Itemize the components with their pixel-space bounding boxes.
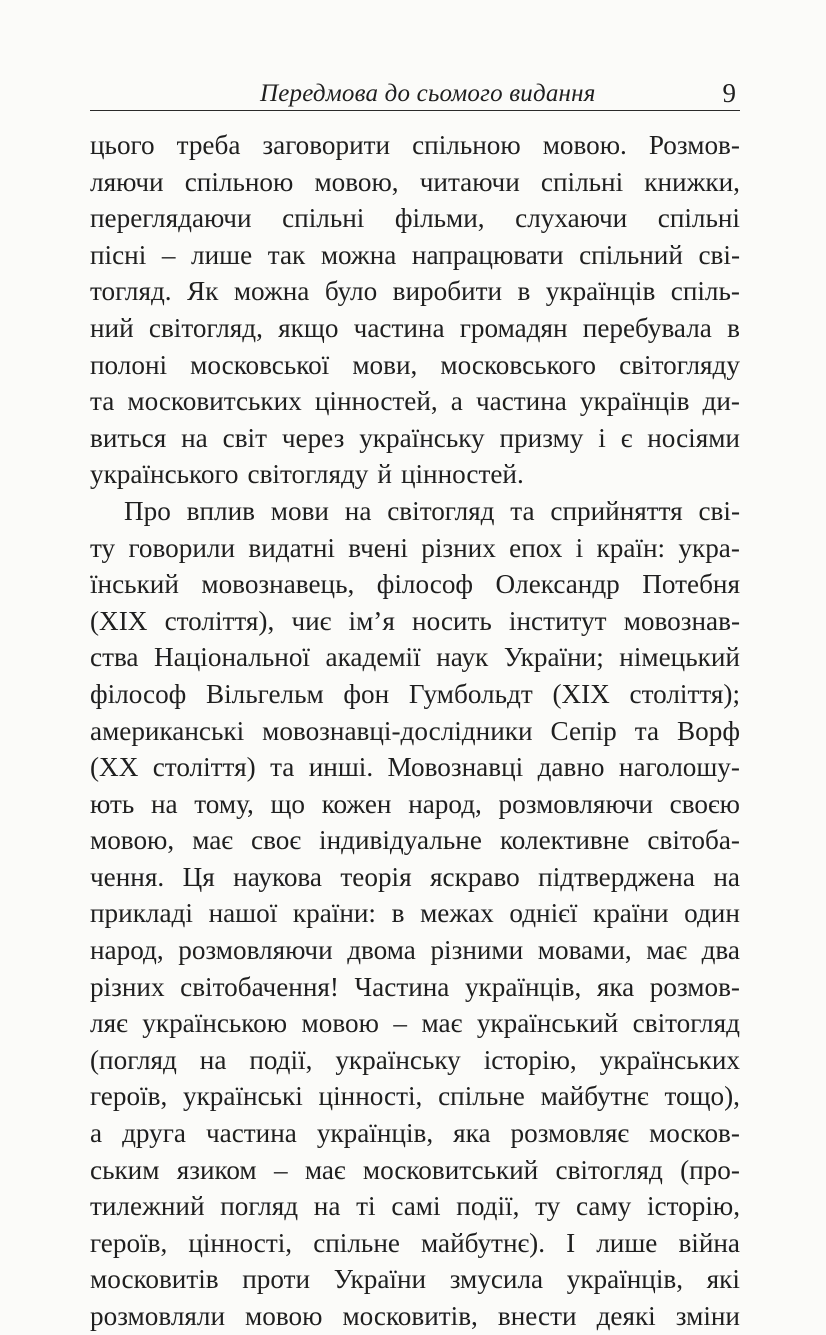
word: вчені bbox=[348, 532, 408, 563]
word: спільні bbox=[657, 203, 740, 234]
text-line bbox=[90, 786, 740, 823]
word: та bbox=[634, 715, 660, 746]
body-text bbox=[90, 127, 740, 1335]
word: народ, bbox=[90, 935, 164, 966]
word: на bbox=[199, 1044, 227, 1075]
word: один bbox=[684, 898, 740, 929]
text-line bbox=[90, 347, 740, 384]
word: лише bbox=[191, 239, 253, 270]
word: цінностей. bbox=[400, 459, 524, 490]
text-line bbox=[90, 200, 740, 237]
text-line bbox=[90, 273, 740, 310]
word: ди- bbox=[702, 386, 740, 417]
word: напрацювати bbox=[411, 239, 564, 270]
word: вплив bbox=[186, 495, 255, 526]
word: розмов- bbox=[649, 971, 740, 1002]
word: в bbox=[727, 312, 740, 343]
word: епох bbox=[509, 532, 563, 563]
word: а bbox=[450, 386, 463, 417]
word: наук bbox=[436, 642, 489, 673]
word: Про bbox=[124, 495, 171, 526]
word: події, bbox=[249, 1044, 313, 1075]
word: Мовознавці bbox=[387, 752, 524, 783]
running-title: Передмова до сьомого видання bbox=[260, 80, 596, 107]
word: українською bbox=[142, 1008, 288, 1039]
word: полоні bbox=[90, 349, 168, 380]
word: мовою, bbox=[90, 825, 175, 856]
word: Ворф bbox=[677, 715, 740, 746]
word: на bbox=[313, 1191, 341, 1222]
word: Вільгельм bbox=[206, 678, 324, 709]
word: давно bbox=[537, 752, 605, 783]
text-line bbox=[90, 603, 740, 640]
word: в bbox=[391, 898, 405, 929]
word: має bbox=[192, 825, 233, 856]
text-line bbox=[90, 383, 740, 420]
word: видатні bbox=[248, 532, 335, 563]
word: розмовляли bbox=[90, 1301, 226, 1331]
word: на bbox=[344, 495, 372, 526]
word: героїв, bbox=[90, 1227, 168, 1258]
word: країн: bbox=[596, 532, 666, 563]
word: є bbox=[620, 422, 633, 453]
word: московитів, bbox=[342, 1301, 478, 1331]
word: Сепір bbox=[550, 715, 617, 746]
word: українського bbox=[90, 459, 239, 490]
text-line bbox=[90, 895, 740, 932]
word: можна bbox=[233, 276, 310, 307]
word: нашої bbox=[208, 898, 278, 929]
word: частина bbox=[475, 386, 567, 417]
word: світогляду bbox=[247, 459, 369, 490]
text-line bbox=[90, 749, 740, 786]
word: українців bbox=[579, 386, 690, 417]
word: фільми, bbox=[394, 203, 485, 234]
word: війна bbox=[678, 1227, 740, 1258]
word: московитський bbox=[362, 1154, 539, 1185]
word: фон bbox=[343, 678, 390, 709]
word: тому, bbox=[194, 788, 254, 819]
word: лише bbox=[596, 1227, 658, 1258]
word: розмовляючи bbox=[178, 935, 333, 966]
word: індивідуальне bbox=[319, 825, 482, 856]
word: заговорити bbox=[262, 130, 391, 160]
word: українську bbox=[359, 422, 485, 453]
text-line bbox=[90, 859, 740, 896]
word: межах bbox=[420, 898, 494, 929]
text-line bbox=[90, 639, 740, 676]
word: розмовляє bbox=[510, 1118, 630, 1149]
text-line bbox=[90, 676, 740, 713]
text-line bbox=[90, 1005, 740, 1042]
word: сприйняття bbox=[550, 495, 683, 526]
word: спільні bbox=[540, 166, 624, 197]
word: спільною bbox=[412, 130, 521, 160]
running-header bbox=[90, 72, 740, 111]
word: інститут bbox=[508, 605, 607, 636]
word: ляє bbox=[90, 1008, 128, 1039]
word: ім’я bbox=[348, 605, 395, 636]
word: цінності, bbox=[318, 1081, 423, 1112]
word: тилежний bbox=[90, 1191, 205, 1222]
word: мовознав- bbox=[623, 605, 740, 636]
word: кожен bbox=[321, 788, 392, 819]
word: (XX bbox=[90, 752, 139, 783]
word: ту bbox=[535, 1191, 561, 1222]
word: країни: bbox=[292, 898, 376, 929]
word: укра- bbox=[678, 532, 740, 563]
word: пісні bbox=[90, 239, 147, 270]
word: прикладі bbox=[90, 898, 193, 929]
word: українських bbox=[599, 1044, 740, 1075]
word: століття) bbox=[152, 752, 256, 783]
text-line bbox=[90, 127, 740, 164]
word: України; bbox=[503, 642, 604, 673]
word: світобачення! bbox=[180, 971, 339, 1002]
word: ства bbox=[90, 642, 139, 673]
word: світогляд bbox=[387, 495, 495, 526]
word: сві- bbox=[698, 239, 740, 270]
word: двома bbox=[347, 935, 416, 966]
page-number: 9 bbox=[722, 78, 736, 108]
word: академії bbox=[325, 642, 421, 673]
text-line bbox=[90, 420, 740, 457]
word: які bbox=[706, 1264, 740, 1295]
word: героїв, bbox=[90, 1081, 168, 1112]
word: філософ bbox=[376, 569, 474, 600]
word: своє bbox=[251, 825, 301, 856]
word: та bbox=[270, 752, 295, 783]
word: спільний bbox=[579, 239, 683, 270]
word: мовознавець, bbox=[201, 569, 355, 600]
word: переглядаючи bbox=[90, 203, 252, 234]
word: внести bbox=[497, 1301, 577, 1331]
word: американські bbox=[90, 715, 245, 746]
word: виробити bbox=[392, 276, 503, 307]
word: (погляд bbox=[90, 1044, 177, 1075]
word: в bbox=[517, 276, 531, 307]
word: світоба- bbox=[647, 825, 740, 856]
word: українців, bbox=[566, 1264, 684, 1295]
text-line bbox=[90, 932, 740, 969]
word: мовою bbox=[245, 1301, 323, 1331]
word: московської bbox=[190, 349, 330, 380]
word: майбутнє). bbox=[421, 1227, 546, 1258]
word: світогляд, bbox=[148, 312, 263, 343]
word: виться bbox=[90, 422, 167, 453]
word: своєю bbox=[669, 788, 740, 819]
word: ським bbox=[90, 1154, 160, 1185]
word: – bbox=[393, 1008, 408, 1039]
text-line bbox=[90, 164, 740, 201]
word: однієї bbox=[509, 898, 578, 929]
word: філософ bbox=[90, 678, 187, 709]
text-line bbox=[90, 493, 740, 530]
text-line bbox=[90, 969, 740, 1006]
word: (про- bbox=[680, 1154, 740, 1185]
word: перебувала bbox=[582, 312, 712, 343]
text-line bbox=[90, 530, 740, 567]
word: спільне bbox=[313, 1227, 400, 1258]
word: Потебня bbox=[642, 569, 740, 600]
word: різними bbox=[430, 935, 524, 966]
word: яка bbox=[596, 971, 635, 1002]
word: ний bbox=[90, 312, 134, 343]
word: змусила bbox=[449, 1264, 544, 1295]
word: світогляду bbox=[619, 349, 740, 380]
word: майбутнє bbox=[540, 1081, 649, 1112]
word: німецький bbox=[619, 642, 740, 673]
text-line bbox=[90, 1225, 740, 1262]
word: книжки, bbox=[644, 166, 740, 197]
word: українську bbox=[335, 1044, 461, 1075]
word: слухаючи bbox=[515, 203, 628, 234]
word: спільною bbox=[184, 166, 294, 197]
word: століття); bbox=[629, 678, 740, 709]
word: (XIX bbox=[552, 678, 610, 709]
word: деякі bbox=[596, 1301, 656, 1331]
word: український bbox=[476, 1008, 619, 1039]
word: погляд bbox=[220, 1191, 299, 1222]
word: історію, bbox=[483, 1044, 577, 1075]
word: цінності, bbox=[188, 1227, 293, 1258]
word: Гумбольдт bbox=[408, 678, 533, 709]
word: инші. bbox=[308, 752, 374, 783]
word: сві- bbox=[698, 495, 740, 526]
text-line bbox=[90, 237, 740, 274]
word: країни bbox=[593, 898, 669, 929]
word: ту bbox=[90, 532, 116, 563]
word: чиє bbox=[291, 605, 332, 636]
word: ті bbox=[356, 1191, 376, 1222]
word: якщо bbox=[278, 312, 339, 343]
word: можна bbox=[320, 239, 397, 270]
word: яка bbox=[453, 1118, 491, 1149]
book-page bbox=[90, 72, 740, 1335]
word: на bbox=[713, 861, 740, 892]
word: світогляд bbox=[632, 1008, 740, 1039]
word: українців, bbox=[464, 971, 582, 1002]
word: їнський bbox=[90, 569, 179, 600]
word: – bbox=[273, 1154, 288, 1185]
word: Олександр bbox=[495, 569, 620, 600]
word: століття), bbox=[164, 605, 275, 636]
word: мовознавці-дослідники bbox=[262, 715, 533, 746]
word: – bbox=[161, 239, 176, 270]
word: говорили bbox=[128, 532, 236, 563]
word: історію, bbox=[647, 1191, 740, 1222]
word: наукова bbox=[233, 861, 322, 892]
text-line bbox=[90, 1188, 740, 1225]
word: а bbox=[90, 1118, 103, 1149]
word: московського bbox=[440, 349, 597, 380]
word: московитських bbox=[127, 386, 302, 417]
word: на bbox=[150, 788, 178, 819]
word: має bbox=[304, 1154, 346, 1185]
word: носить bbox=[412, 605, 492, 636]
word: спільне bbox=[438, 1081, 525, 1112]
text-line bbox=[90, 566, 740, 603]
word: та bbox=[90, 386, 115, 417]
word: через bbox=[281, 422, 345, 453]
text-line bbox=[90, 456, 740, 493]
word: Частина bbox=[354, 971, 450, 1002]
word: проти bbox=[242, 1264, 311, 1295]
word: москов- bbox=[649, 1118, 740, 1149]
word: і bbox=[575, 532, 584, 563]
word: підтверджена bbox=[538, 861, 695, 892]
word: має bbox=[421, 1008, 463, 1039]
word: Як bbox=[187, 276, 219, 307]
text-line bbox=[90, 713, 740, 750]
word: зміни bbox=[675, 1301, 740, 1331]
word: друга bbox=[122, 1118, 186, 1149]
word: язиком bbox=[176, 1154, 257, 1185]
word: ляючи bbox=[90, 166, 164, 197]
word: два bbox=[701, 935, 740, 966]
word: читаючи bbox=[419, 166, 520, 197]
word: частина bbox=[353, 312, 445, 343]
word: тощо), bbox=[664, 1081, 740, 1112]
word: мови, bbox=[352, 349, 418, 380]
text-line bbox=[90, 822, 740, 859]
text-line bbox=[90, 1298, 740, 1335]
word: і bbox=[598, 422, 606, 453]
word: треба bbox=[176, 130, 241, 160]
word: самі bbox=[391, 1191, 441, 1222]
word: українців bbox=[545, 276, 656, 307]
word: має bbox=[646, 935, 688, 966]
text-line bbox=[90, 1042, 740, 1079]
word: світ bbox=[222, 422, 267, 453]
word: України bbox=[333, 1264, 427, 1295]
word: мовою. bbox=[542, 130, 627, 160]
text-line bbox=[90, 1152, 740, 1189]
word: спіль- bbox=[670, 276, 740, 307]
word: різних bbox=[421, 532, 496, 563]
text-line bbox=[90, 1115, 740, 1152]
word: та bbox=[510, 495, 535, 526]
word: теорія bbox=[340, 861, 412, 892]
word: саму bbox=[576, 1191, 632, 1222]
word: цього bbox=[90, 130, 155, 160]
word: мовою bbox=[301, 1008, 379, 1039]
word: народ, bbox=[408, 788, 482, 819]
word: Національної bbox=[154, 642, 310, 673]
word: яскраво bbox=[430, 861, 520, 892]
word: так bbox=[267, 239, 306, 270]
word: українські bbox=[183, 1081, 303, 1112]
word: громадян bbox=[459, 312, 568, 343]
word: спільні bbox=[282, 203, 365, 234]
word: цінностей, bbox=[314, 386, 438, 417]
word: мовою, bbox=[314, 166, 399, 197]
word: різних bbox=[90, 971, 165, 1002]
word: чення. bbox=[90, 861, 165, 892]
word: частина bbox=[205, 1118, 297, 1149]
word: на bbox=[181, 422, 208, 453]
word: московитів bbox=[90, 1264, 219, 1295]
word: (XIX bbox=[90, 605, 148, 636]
word: події, bbox=[456, 1191, 520, 1222]
word: було bbox=[324, 276, 378, 307]
word: мовами, bbox=[537, 935, 632, 966]
word: й bbox=[377, 459, 392, 490]
word: І bbox=[566, 1227, 576, 1258]
word: носіями bbox=[647, 422, 740, 453]
word: мови bbox=[270, 495, 329, 526]
word: Ця bbox=[182, 861, 215, 892]
word: тогляд. bbox=[90, 276, 172, 307]
word: колективне bbox=[499, 825, 630, 856]
word: українців, bbox=[316, 1118, 434, 1149]
word: що bbox=[270, 788, 305, 819]
word: світогляд bbox=[555, 1154, 663, 1185]
word: розмовляючи bbox=[498, 788, 653, 819]
word: призму bbox=[499, 422, 584, 453]
word: ють bbox=[90, 788, 135, 819]
text-line bbox=[90, 310, 740, 347]
word: Розмов- bbox=[648, 130, 740, 160]
text-line bbox=[90, 1078, 740, 1115]
word: наголошу- bbox=[618, 752, 740, 783]
